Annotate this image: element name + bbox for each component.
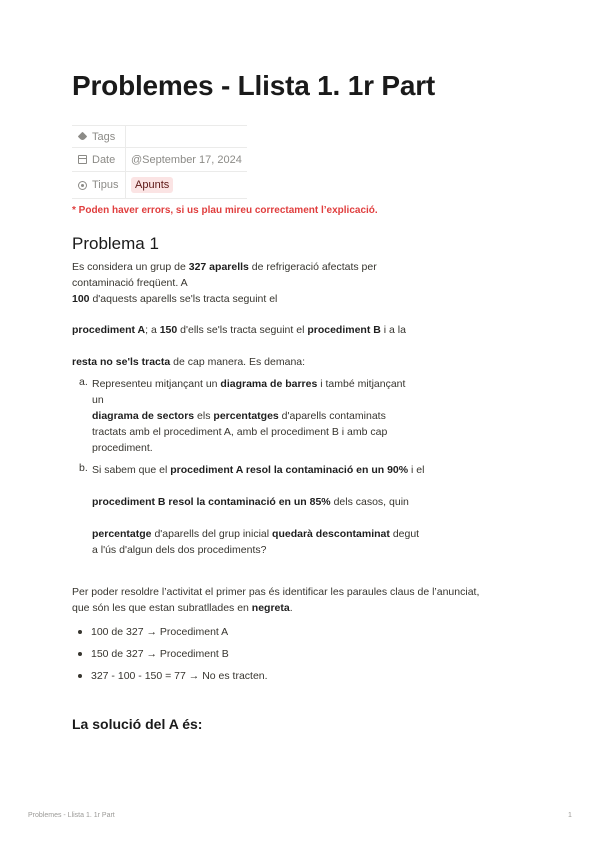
statement-line: procediment A; a 150 d'ells se'ls tracta seguint el procediment B i a la [72, 324, 406, 336]
statement-line: resta no se'ls tracta de cap manera. Es demana: [72, 356, 306, 368]
bullet-dot [78, 630, 82, 634]
property-label: Date [92, 153, 116, 166]
list-item-line: diagrama de sectors els percentatges d'aparells contaminats [92, 410, 386, 422]
tags-value[interactable] [126, 126, 247, 147]
list-item-line: Si sabem que el procediment A resol la contaminació en un 90% i el [92, 464, 425, 476]
list-item-line: Representeu mitjançant un diagrama de barres i també mitjançant [92, 378, 406, 390]
list-item-line: tractats amb el procediment A, amb el procediment B i amb cap [92, 426, 388, 438]
list-item-line: procediment. [92, 442, 153, 454]
property-label: Tags [92, 130, 116, 143]
explanation-line: Per poder resoldre l’activitat el primer pas és identificar les paraules claus de l’anunciat, [72, 586, 480, 598]
list-item-line: procediment B resol la contaminació en un 85% dels casos, quin [92, 496, 409, 508]
property-tags [72, 126, 247, 148]
tag-icon [78, 132, 88, 142]
warning-note: * Poden haver errors, si us plau mireu correctament l’explicació. [72, 205, 378, 216]
list-item-line: un [92, 394, 104, 406]
problem-heading: Problema 1 [72, 234, 159, 253]
page-title: Problemes - Llista 1. 1r Part [72, 70, 436, 101]
list-marker: a. [79, 376, 88, 388]
page-number: 1 [568, 812, 572, 819]
properties-table [72, 125, 247, 199]
property-label: Tipus [92, 179, 119, 191]
list-item: 150 de 327 → Procediment B [91, 648, 229, 660]
solution-heading: La solució del A és: [72, 716, 203, 732]
date-value[interactable]: @September 17, 2024 [131, 153, 242, 166]
property-date [72, 148, 247, 172]
statement-line: Es considera un grup de 327 aparells de refrigeració afectats per [72, 261, 377, 273]
list-item-line: a l'ús d'algun dels dos procediments? [92, 544, 267, 556]
statement-line: 100 d'aquests aparells se'ls tracta seguint el [72, 293, 278, 305]
property-type [72, 172, 247, 199]
bullet-dot [78, 652, 82, 656]
bullet-dot [78, 674, 82, 678]
list-item-line: percentatge d'aparells del grup inicial quedarà descontaminat degut [92, 528, 420, 540]
list-marker: b. [79, 462, 88, 474]
calendar-icon [78, 155, 87, 164]
select-icon [78, 181, 87, 190]
list-item: 327 - 100 - 150 = 77 → No es tracten. [91, 670, 268, 682]
footer-title: Problemes - Llista 1. 1r Part [28, 812, 115, 819]
explanation-line: que són les que estan subratllades en negreta. [72, 602, 293, 614]
list-item: 100 de 327 → Procediment A [91, 626, 229, 638]
type-badge[interactable]: Apunts [131, 177, 173, 193]
statement-line: contaminació freqüent. A [72, 277, 188, 289]
